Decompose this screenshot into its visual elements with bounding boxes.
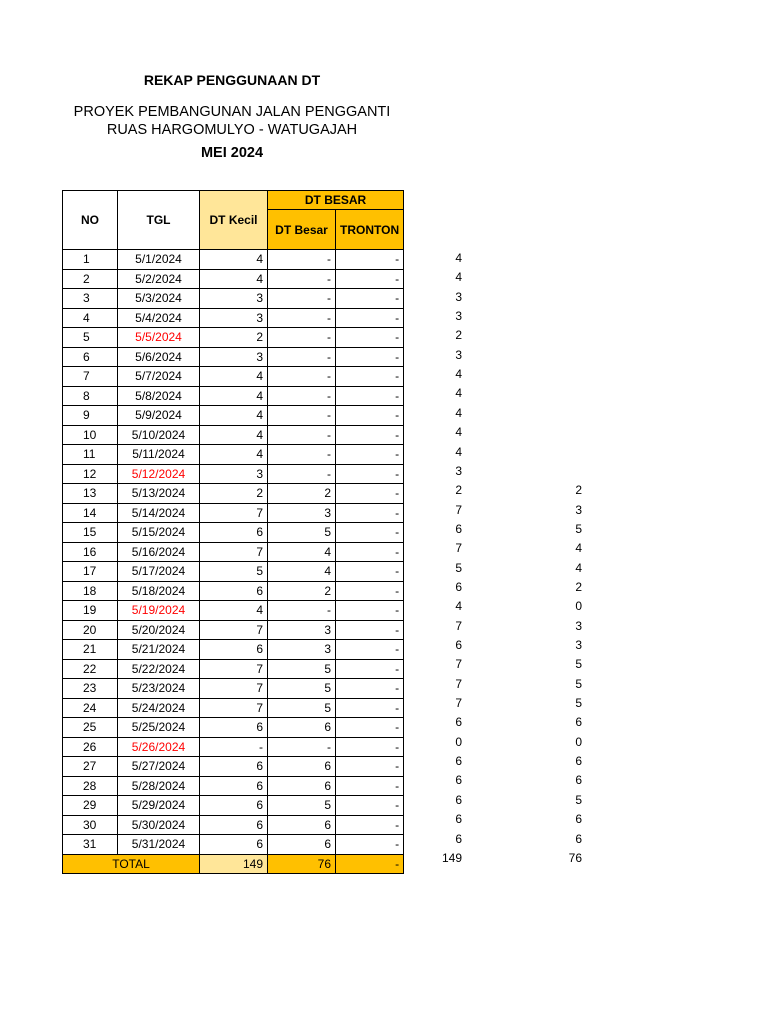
side-value-b: 6 xyxy=(575,754,582,769)
total-tronton: - xyxy=(336,854,404,874)
row-no: 16 xyxy=(63,542,118,562)
side-value-a: 4 xyxy=(455,386,462,401)
row-dt-besar: - xyxy=(268,367,336,387)
table-row xyxy=(63,776,404,796)
side-value-a: 6 xyxy=(455,812,462,827)
total-label: TOTAL xyxy=(63,854,200,874)
col-header-dt-besar: DT Besar xyxy=(268,210,336,250)
row-dt-besar: - xyxy=(268,445,336,465)
row-date: 5/29/2024 xyxy=(118,796,200,816)
row-no: 24 xyxy=(63,698,118,718)
row-no: 8 xyxy=(63,386,118,406)
row-tronton: - xyxy=(336,328,404,348)
table-row xyxy=(63,679,404,699)
side-total-a: 149 xyxy=(441,850,462,865)
table-row xyxy=(63,757,404,777)
side-value-a: 4 xyxy=(455,444,462,459)
report-period: MEI 2024 xyxy=(200,145,264,161)
row-no: 14 xyxy=(63,503,118,523)
side-value-a: 6 xyxy=(455,638,462,652)
table-row xyxy=(63,698,404,718)
table-row xyxy=(63,269,404,289)
row-tronton: - xyxy=(336,737,404,757)
side-value-a: 3 xyxy=(455,289,462,304)
row-dt-kecil: 7 xyxy=(200,503,268,523)
row-dt-kecil: 4 xyxy=(200,406,268,426)
row-no: 9 xyxy=(63,406,118,426)
row-dt-besar: 5 xyxy=(268,679,336,699)
row-dt-besar: 6 xyxy=(268,835,336,855)
total-dt-kecil: 149 xyxy=(200,854,268,874)
row-tronton: - xyxy=(336,562,404,582)
row-dt-besar: - xyxy=(268,425,336,445)
row-dt-kecil: 7 xyxy=(200,659,268,679)
row-dt-kecil: 7 xyxy=(200,620,268,640)
col-header-dt-kecil: DT Kecil xyxy=(200,191,268,250)
row-tronton: - xyxy=(336,503,404,523)
row-dt-besar: - xyxy=(268,601,336,621)
row-date: 5/13/2024 xyxy=(118,484,200,504)
row-dt-kecil: 4 xyxy=(200,269,268,289)
row-no: 25 xyxy=(63,718,118,738)
side-value-b: 3 xyxy=(575,618,582,633)
table-row xyxy=(63,289,404,309)
row-tronton: - xyxy=(336,386,404,406)
row-tronton: - xyxy=(336,425,404,445)
row-no: 1 xyxy=(63,250,118,270)
row-tronton: - xyxy=(336,698,404,718)
row-tronton: - xyxy=(336,406,404,426)
row-date: 5/18/2024 xyxy=(118,581,200,601)
row-dt-kecil: 4 xyxy=(200,250,268,270)
row-dt-besar: 3 xyxy=(268,640,336,660)
table-row xyxy=(63,425,404,445)
row-tronton: - xyxy=(336,640,404,660)
side-value-a: 4 xyxy=(455,367,462,382)
side-total-b: 76 xyxy=(568,850,582,865)
side-value-b: 6 xyxy=(575,773,582,788)
side-value-a: 6 xyxy=(455,792,462,807)
table-row xyxy=(63,484,404,504)
side-value-a: 4 xyxy=(455,599,462,614)
row-dt-kecil: 6 xyxy=(200,718,268,738)
row-dt-besar: - xyxy=(268,737,336,757)
side-value-a: 4 xyxy=(455,270,462,285)
row-no: 30 xyxy=(63,815,118,835)
row-date: 5/20/2024 xyxy=(118,620,200,640)
table-row xyxy=(63,601,404,621)
row-dt-kecil: 3 xyxy=(200,308,268,328)
side-value-a: 7 xyxy=(455,696,462,711)
row-date: 5/17/2024 xyxy=(118,562,200,582)
table-row xyxy=(63,640,404,660)
side-value-b: 5 xyxy=(575,696,582,711)
table-row xyxy=(63,367,404,387)
row-date: 5/9/2024 xyxy=(118,406,200,426)
row-dt-besar: 4 xyxy=(268,542,336,562)
row-dt-kecil: 6 xyxy=(200,815,268,835)
table-row xyxy=(63,620,404,640)
row-no: 26 xyxy=(63,737,118,757)
side-value-b: 6 xyxy=(575,812,582,827)
row-date: 5/25/2024 xyxy=(118,718,200,738)
row-no: 6 xyxy=(63,347,118,367)
row-date: 5/1/2024 xyxy=(118,250,200,270)
report-title: REKAP PENGGUNAAN DT xyxy=(143,72,321,88)
row-date: 5/26/2024 xyxy=(118,737,200,757)
row-no: 29 xyxy=(63,796,118,816)
row-tronton: - xyxy=(336,659,404,679)
row-dt-besar: 2 xyxy=(268,484,336,504)
row-no: 27 xyxy=(63,757,118,777)
row-tronton: - xyxy=(336,620,404,640)
row-dt-besar: - xyxy=(268,406,336,426)
row-dt-besar: 5 xyxy=(268,796,336,816)
side-value-a: 2 xyxy=(455,483,462,498)
row-tronton: - xyxy=(336,718,404,738)
row-tronton: - xyxy=(336,367,404,387)
row-dt-kecil: - xyxy=(200,737,268,757)
row-date: 5/21/2024 xyxy=(118,640,200,660)
row-dt-besar: 2 xyxy=(268,581,336,601)
row-date: 5/23/2024 xyxy=(118,679,200,699)
side-value-a: 6 xyxy=(455,754,462,769)
side-value-b: 6 xyxy=(575,715,582,730)
row-dt-kecil: 6 xyxy=(200,523,268,543)
row-tronton: - xyxy=(336,679,404,699)
col-header-tronton: TRONTON xyxy=(336,210,404,250)
side-value-a: 6 xyxy=(455,715,462,730)
side-value-a: 6 xyxy=(455,579,462,594)
row-date: 5/28/2024 xyxy=(118,776,200,796)
row-dt-kecil: 3 xyxy=(200,347,268,367)
side-value-b: 5 xyxy=(575,657,582,672)
row-dt-kecil: 7 xyxy=(200,679,268,699)
row-date: 5/24/2024 xyxy=(118,698,200,718)
row-dt-besar: 5 xyxy=(268,659,336,679)
table-row xyxy=(63,503,404,523)
row-tronton: - xyxy=(336,601,404,621)
side-value-a: 5 xyxy=(455,560,462,575)
row-tronton: - xyxy=(336,484,404,504)
row-tronton: - xyxy=(336,796,404,816)
side-value-a: 6 xyxy=(455,773,462,788)
row-no: 5 xyxy=(63,328,118,348)
row-dt-besar: 6 xyxy=(268,718,336,738)
row-no: 18 xyxy=(63,581,118,601)
row-tronton: - xyxy=(336,835,404,855)
row-tronton: - xyxy=(336,757,404,777)
row-date: 5/11/2024 xyxy=(118,445,200,465)
side-value-b: 4 xyxy=(575,541,582,556)
row-no: 13 xyxy=(63,484,118,504)
row-dt-besar: 5 xyxy=(268,523,336,543)
row-date: 5/10/2024 xyxy=(118,425,200,445)
table-row xyxy=(63,718,404,738)
row-tronton: - xyxy=(336,250,404,270)
row-dt-besar: 6 xyxy=(268,757,336,777)
row-date: 5/3/2024 xyxy=(118,289,200,309)
row-dt-kecil: 6 xyxy=(200,796,268,816)
row-dt-besar: - xyxy=(268,386,336,406)
side-value-a: 6 xyxy=(455,831,462,846)
table-row xyxy=(63,250,404,270)
side-value-b: 5 xyxy=(575,521,582,536)
total-dt-besar: 76 xyxy=(268,854,336,874)
table-row xyxy=(63,523,404,543)
table-row xyxy=(63,796,404,816)
row-tronton: - xyxy=(336,815,404,835)
row-no: 12 xyxy=(63,464,118,484)
row-date: 5/31/2024 xyxy=(118,835,200,855)
row-dt-besar: - xyxy=(268,347,336,367)
project-line-2: RUAS HARGOMULYO - WATUGAJAH xyxy=(106,122,358,138)
row-no: 17 xyxy=(63,562,118,582)
row-dt-kecil: 6 xyxy=(200,640,268,660)
row-dt-besar: 3 xyxy=(268,503,336,523)
total-row xyxy=(63,854,404,874)
row-dt-kecil: 4 xyxy=(200,367,268,387)
row-no: 15 xyxy=(63,523,118,543)
row-dt-kecil: 7 xyxy=(200,542,268,562)
row-dt-besar: 6 xyxy=(268,815,336,835)
row-no: 21 xyxy=(63,640,118,660)
usage-table xyxy=(62,190,404,874)
row-no: 23 xyxy=(63,679,118,699)
col-header-no: NO xyxy=(63,191,118,250)
table-row xyxy=(63,581,404,601)
row-no: 7 xyxy=(63,367,118,387)
row-date: 5/8/2024 xyxy=(118,386,200,406)
row-dt-kecil: 4 xyxy=(200,445,268,465)
row-dt-besar: - xyxy=(268,464,336,484)
table-row xyxy=(63,328,404,348)
row-dt-besar: - xyxy=(268,289,336,309)
row-dt-kecil: 3 xyxy=(200,464,268,484)
side-value-b: 4 xyxy=(575,560,582,575)
side-value-a: 2 xyxy=(455,328,462,343)
row-date: 5/4/2024 xyxy=(118,308,200,328)
row-no: 4 xyxy=(63,308,118,328)
row-dt-besar: 4 xyxy=(268,562,336,582)
side-value-a: 4 xyxy=(455,251,462,265)
side-value-a: 0 xyxy=(455,734,462,749)
side-value-b: 0 xyxy=(575,599,582,614)
row-date: 5/7/2024 xyxy=(118,367,200,387)
row-date: 5/15/2024 xyxy=(118,523,200,543)
row-no: 28 xyxy=(63,776,118,796)
row-tronton: - xyxy=(336,347,404,367)
row-no: 10 xyxy=(63,425,118,445)
side-value-a: 4 xyxy=(455,425,462,440)
project-line-1: PROYEK PEMBANGUNAN JALAN PENGGANTI xyxy=(73,104,391,120)
row-dt-kecil: 6 xyxy=(200,581,268,601)
row-dt-kecil: 7 xyxy=(200,698,268,718)
row-no: 11 xyxy=(63,445,118,465)
side-value-b: 0 xyxy=(575,734,582,749)
table-row xyxy=(63,659,404,679)
side-value-b: 2 xyxy=(575,483,582,498)
row-date: 5/22/2024 xyxy=(118,659,200,679)
row-dt-besar: - xyxy=(268,269,336,289)
table-row xyxy=(63,308,404,328)
row-date: 5/12/2024 xyxy=(118,464,200,484)
row-dt-kecil: 6 xyxy=(200,776,268,796)
side-value-b: 5 xyxy=(575,792,582,807)
row-dt-kecil: 4 xyxy=(200,386,268,406)
row-date: 5/6/2024 xyxy=(118,347,200,367)
side-value-a: 3 xyxy=(455,347,462,362)
side-value-a: 3 xyxy=(455,309,462,324)
row-date: 5/14/2024 xyxy=(118,503,200,523)
row-date: 5/30/2024 xyxy=(118,815,200,835)
table-row xyxy=(63,464,404,484)
row-dt-kecil: 2 xyxy=(200,328,268,348)
row-no: 22 xyxy=(63,659,118,679)
row-tronton: - xyxy=(336,776,404,796)
row-tronton: - xyxy=(336,445,404,465)
row-dt-kecil: 4 xyxy=(200,601,268,621)
row-tronton: - xyxy=(336,542,404,562)
row-tronton: - xyxy=(336,289,404,309)
row-no: 19 xyxy=(63,601,118,621)
table-row xyxy=(63,386,404,406)
table-row xyxy=(63,406,404,426)
row-date: 5/19/2024 xyxy=(118,601,200,621)
row-tronton: - xyxy=(336,581,404,601)
table-row xyxy=(63,347,404,367)
row-dt-kecil: 5 xyxy=(200,562,268,582)
side-value-a: 7 xyxy=(455,502,462,517)
side-value-a: 4 xyxy=(455,405,462,420)
table-row xyxy=(63,737,404,757)
side-value-a: 6 xyxy=(455,521,462,536)
row-tronton: - xyxy=(336,523,404,543)
table-row xyxy=(63,815,404,835)
row-dt-kecil: 6 xyxy=(200,835,268,855)
row-no: 20 xyxy=(63,620,118,640)
row-dt-kecil: 2 xyxy=(200,484,268,504)
row-no: 31 xyxy=(63,835,118,855)
row-date: 5/27/2024 xyxy=(118,757,200,777)
side-value-b: 3 xyxy=(575,638,582,652)
row-dt-besar: 3 xyxy=(268,620,336,640)
table-row xyxy=(63,562,404,582)
row-dt-kecil: 4 xyxy=(200,425,268,445)
side-value-a: 7 xyxy=(455,541,462,556)
row-tronton: - xyxy=(336,464,404,484)
col-header-tgl: TGL xyxy=(118,191,200,250)
table-row xyxy=(63,445,404,465)
side-value-b: 5 xyxy=(575,676,582,691)
row-tronton: - xyxy=(336,269,404,289)
table-row xyxy=(63,835,404,855)
row-dt-besar: - xyxy=(268,250,336,270)
side-value-a: 7 xyxy=(455,657,462,672)
row-tronton: - xyxy=(336,308,404,328)
row-dt-kecil: 6 xyxy=(200,757,268,777)
row-no: 3 xyxy=(63,289,118,309)
side-value-a: 7 xyxy=(455,676,462,691)
row-date: 5/5/2024 xyxy=(118,328,200,348)
side-value-b: 2 xyxy=(575,579,582,594)
row-date: 5/2/2024 xyxy=(118,269,200,289)
side-value-b: 3 xyxy=(575,502,582,517)
row-dt-besar: 5 xyxy=(268,698,336,718)
row-dt-besar: 6 xyxy=(268,776,336,796)
row-dt-besar: - xyxy=(268,308,336,328)
side-value-b: 6 xyxy=(575,831,582,846)
table-row xyxy=(63,542,404,562)
side-value-a: 3 xyxy=(455,463,462,478)
table-body xyxy=(63,250,404,855)
side-value-a: 7 xyxy=(455,618,462,633)
col-group-dt-besar: DT BESAR xyxy=(268,191,404,210)
row-dt-kecil: 3 xyxy=(200,289,268,309)
row-no: 2 xyxy=(63,269,118,289)
row-date: 5/16/2024 xyxy=(118,542,200,562)
row-dt-besar: - xyxy=(268,328,336,348)
